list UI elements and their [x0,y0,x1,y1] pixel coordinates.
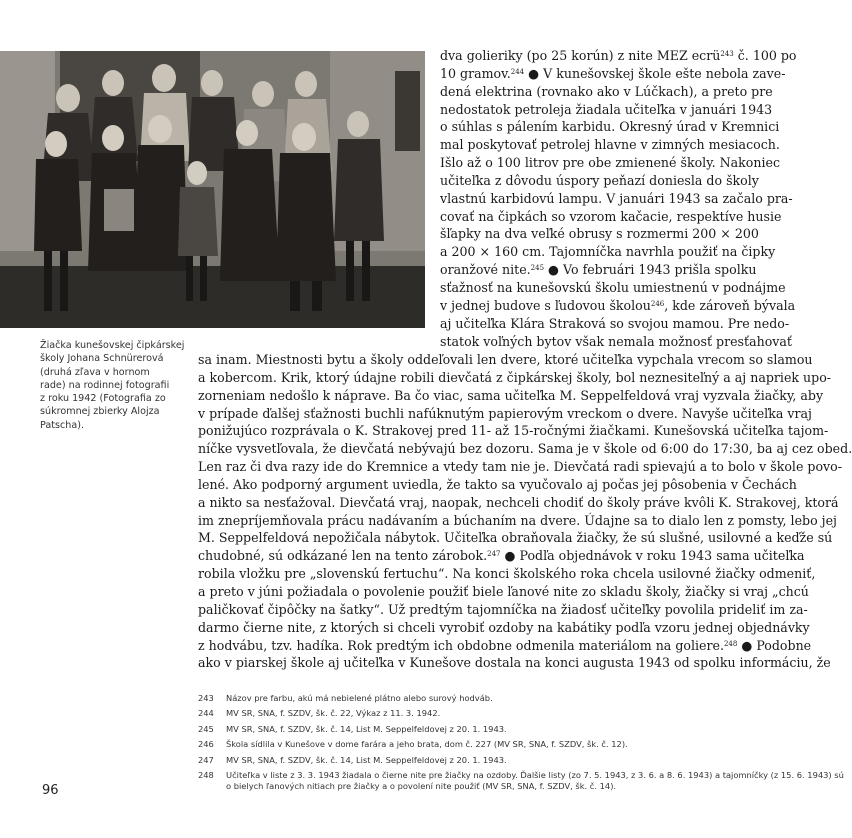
text-run: lené. Ako podporný argument uviedla, že takto sa vyučovalo aj počas jej pôsobenia v Čechách [198,476,797,492]
text-line [198,351,813,369]
text-line [198,601,808,619]
text-run: ● Vo februári 1943 prišla spolku [544,262,757,278]
text-line [198,619,810,637]
text-line [198,529,833,547]
text-line [440,315,790,333]
caption-line: Žiačka kunešovskej čipkárskej [40,340,185,351]
text-run: , kde zároveň bývala [664,297,796,313]
text-run: 10 gramov. [440,65,511,81]
text-line [198,458,842,476]
footnote-number: 245 [198,723,214,734]
family-photo [0,51,425,328]
footnote-line: o bielych ľanových nitiach pre žiačky a o povolení nite použiť (MV SR, SNA, f. SZDV, šk. č. 14). [226,780,617,791]
footnote-line: Škola sídlila v Kunešove v dome farára a jeho brata, dom č. 227 (MV SR, SNA, f. SZDV, šk. č. 12). [226,739,628,750]
text-line [440,118,780,136]
text-line [440,297,796,315]
text-run: sťažnosť na kunešovskú školu umiestnenú v podnájme [440,279,786,295]
footnotes [198,693,844,796]
text-run: dva golieriky (po 25 korún) z nite MEZ ecrü [440,48,721,63]
footnote [198,739,758,750]
text-line [440,136,780,154]
text-line [440,279,786,297]
text-run: ● Podľa objednávok v roku 1943 sama učiteľka [500,548,805,564]
text-run: o súhlas s pálením karbidu. Okresný úrad v Kremnici [440,119,780,135]
footnote-ref: 244 [510,67,525,76]
text-run: vlastnú karbidovú lampu. V januári 1943 sa začalo pra- [440,190,793,206]
text-line [440,154,781,172]
text-run: a 200 × 160 cm. Tajomníčka navrhla použiť na čipky [440,244,776,260]
footnote-line: Názov pre farbu, akú má nebielené plátno alebo surový hodváb. [226,693,493,703]
text-run: v prípade ďalšej sťažnosti buchli nafúknutým papierovým vreckom o dvere. Navyše učiteľka vraj [198,405,812,421]
text-line [440,261,757,279]
text-line [198,637,812,655]
footnote [198,693,758,704]
text-line [440,65,786,83]
footnote-ref: 246 [650,299,665,308]
text-line [440,47,797,65]
text-run: a nikto sa nesťažoval. Dievčatá vraj, naopak, nechceli chodiť do školy práve kvôli K. Strakovej, ktorá [198,494,839,510]
text-run: M. Seppelfeldová nepožičala nábytok. Učiteľka obraňovala žiačky, že sú slušné, usilovné a keďže sú [198,530,833,546]
footnote [198,724,758,735]
text-run: šľapky na dva veľké obrusy s rozmermi 200 × 200 [440,226,759,242]
caption-line: z roku 1942 (Fotografia zo [40,393,166,405]
body-text-wide-column [198,351,852,672]
footnote-ref: 245 [530,264,545,273]
text-run: statok voľných bytov však nemala možnosť presťahovať [440,333,792,349]
text-line [198,565,816,583]
text-run: darmo čierne nite, z ktorých si chceli vyrobiť ozdoby na kabátiky podľa vzoru jednej objednávky [198,619,810,635]
text-run: ako v piarskej škole aj učiteľka v Kunešove dostala na konci augusta 1943 od spolku informáciu, že [198,655,831,671]
text-run: zorneniam nedošlo k náprave. Ba čo viac, sama učiteľka M. Seppelfeldová vraj vyzvala žiačky, aby [198,387,824,403]
text-run: z hodvábu, tzv. hadíka. Rok predtým ich obdobne odmenila materiálom na goliere. [198,637,724,653]
text-run: dená elektrina (rovnako ako v Lúčkach), a preto pre [440,83,773,99]
footnote-number: 248 [198,769,214,780]
text-run: im znepríjemňovala prácu nadávaním a búchaním na dvere. Údajne sa to dialo len z pomsty, lebo jej [198,512,837,528]
text-run: sa inam. Miestnosti bytu a školy oddeľovali len dvere, ktoré učiteľka vypchala vrecom so slamou [198,352,813,367]
text-line [198,583,809,601]
text-run: č. 100 po [733,48,797,63]
text-line [440,190,793,208]
footnote-text [226,770,844,792]
text-line [198,654,831,672]
footnote-text [226,739,758,750]
text-line [198,369,832,387]
footnote-line: MV SR, SNA, f. SZDV, šk. č. 22, Výkaz z 11. 3. 1942. [226,708,441,719]
text-line [198,547,805,565]
text-line [198,494,839,512]
text-line [198,476,797,494]
footnote-text [226,755,758,766]
footnote-text [226,693,758,704]
text-run: robila vložku pre „slovenskú fertuchu“. Na konci školského roka chcela usilovné žiačky odmeniť, [198,566,816,582]
text-line [440,208,782,226]
footnote [198,755,758,766]
text-run: aj učiteľka Klára Straková so svojou mamou. Pre nedo- [440,315,790,331]
text-run: oranžové nite. [440,262,531,278]
caption-line: Patscha). [40,419,85,431]
text-line [440,83,773,101]
page-number: 96 [42,783,59,798]
text-run: covať na čipkách so vzorom kačacie, respektíve husie [440,208,782,224]
text-line [440,225,759,243]
text-line [198,512,837,530]
text-line [198,387,824,405]
text-run: v jednej budove s ľudovou školou [440,297,651,313]
text-line [198,405,812,423]
text-run: ● Podobne [737,637,812,653]
text-line [198,422,829,440]
footnote-line: MV SR, SNA, f. SZDV, šk. č. 14, List M. Seppelfeldovej z 20. 1. 1943. [226,723,507,734]
text-line [198,440,852,458]
text-run: nedostatok petroleja žiadala učiteľka v januári 1943 [440,101,773,117]
body-text-right-column [440,47,797,350]
footnote-text [226,708,758,719]
footnote-number: 247 [198,754,214,765]
text-run: ● V kunešovskej škole ešte nebola zave- [524,65,786,81]
caption-line: (druhá zľava v hornom [40,366,150,378]
photo-caption [40,339,196,432]
text-line [440,333,792,351]
text-line [440,243,776,261]
footnote-ref: 247 [487,550,501,559]
text-run: paličkovať čipôčky na šatky“. Už predtým tajomníčka na žiadosť učiteľky povolila prideliť im za- [198,601,808,617]
text-run: mal poskytovať petrolej hlavne v zimných mesiacoch. [440,137,780,153]
footnote-ref: 248 [723,639,738,648]
footnote-ref: 243 [720,50,734,58]
text-run: a preto v júni požiadala o povolenie použiť biele ľanové nite zo skladu školy, žiačky si vraj „chcú [198,583,809,599]
text-run: ponižujúco rozprávala o K. Strakovej pred 11- až 15-ročnými žiačkami. Kunešovská učiteľka tajom- [198,423,829,439]
text-run: Len raz či dva razy ide do Kremnice a vtedy tam nie je. Dievčatá radi spievajú a to bolo v škole povo- [198,459,842,475]
text-run: Išlo až o 100 litrov pre obe zmienené školy. Nakoniec [440,155,781,171]
text-run: chudobné, sú odkázané len na tento zárobok. [198,548,488,564]
footnote-line: MV SR, SNA, f. SZDV, šk. č. 14, List M. Seppelfeldovej z 20. 1. 1943. [226,754,507,765]
text-line [440,172,759,190]
family-photo-icon [0,51,425,328]
footnote [198,769,844,792]
footnote-number: 244 [198,708,214,719]
text-line [440,101,773,119]
footnote-line: Učiteľka v liste z 3. 3. 1943 žiadala o čierne nite pre žiačky na ozdoby. Ďalšie listy (zo 7. 5. 1943, z 3. 6. a 8. 6. 1943) a tajomníčky (z 15. 6. 1943) sú [226,769,844,780]
footnote-number: 243 [198,693,214,703]
caption-line: rade) na rodinnej fotografii [40,379,170,391]
caption-line: súkromnej zbierky Alojza [40,406,160,418]
footnote [198,708,758,719]
footnote-number: 246 [198,739,214,750]
text-run: níčke vysvetľovala, že dievčatá nebývajú bez dozoru. Sama je v škole od 6:00 do 17:30, ba aj cez obed. [198,441,852,457]
text-run: a kobercom. Krik, ktorý údajne robili dievčatá z čipkárskej školy, bol neznesiteľný a aj napriek upo- [198,369,832,385]
caption-line: školy Johana Schnürerová [40,353,164,365]
text-run: učiteľka z dôvodu úspory peňazí doniesla do školy [440,172,759,188]
footnote-text [226,724,758,735]
